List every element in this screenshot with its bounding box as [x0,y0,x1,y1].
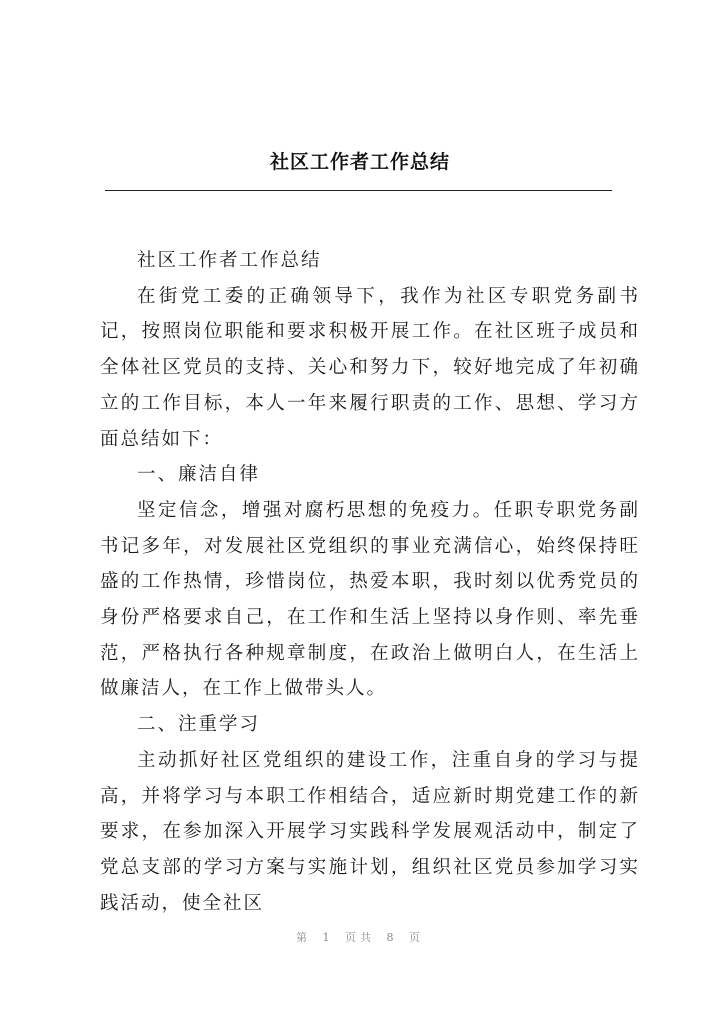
footer-prefix: 第 [296,931,311,944]
title-underline [105,190,612,191]
footer-middle: 页共 [345,931,375,944]
section-heading-integrity: 一、廉洁自律 [137,464,261,486]
document-title: 社区工作者工作总结 [269,151,450,173]
footer-suffix: 页 [409,931,424,944]
body-paragraph-integrity: 坚定信念，增强对腐朽思想的免疫力。任职专职党务副书记多年，对发展社区党组织的事业充满信心，始终保持旺盛的工作热情，珍惜岗位，热爱本职，我时刻以优秀党员的身份严格要求自己，在工作和生活上坚持以身作则、率先垂范，严格执行各种规章制度，在政治上做明白人，在生活上做廉洁人，在工作上做带头人。 [100,499,640,700]
body-paragraph-heading: 社区工作者工作总结 [137,250,322,271]
section-heading-study: 二、注重学习 [137,714,261,736]
body-paragraph-intro: 在街党工委的正确领导下，我作为社区专职党务副书记，按照岗位职能和要求积极开展工作。在社区班子成员和全体社区党员的支持、关心和努力下，较好地完成了年初确立的工作目标，本人一年来履行职责的工作、思想、学习方面总结如下： [100,285,640,450]
document-body [100,243,640,921]
footer-current-page: 1 [322,931,334,944]
body-paragraph-study: 主动抓好社区党组织的建设工作，注重自身的学习与提高，并将学习与本职工作相结合，适应新时期党建工作的新要求，在参加深入开展学习实践科学发展观活动中，制定了党总支部的学习方案与实施计划，组织社区党员参加学习实践活动，使全社区 [100,749,640,914]
footer-total-pages: 8 [386,931,398,944]
page-footer [0,929,720,945]
